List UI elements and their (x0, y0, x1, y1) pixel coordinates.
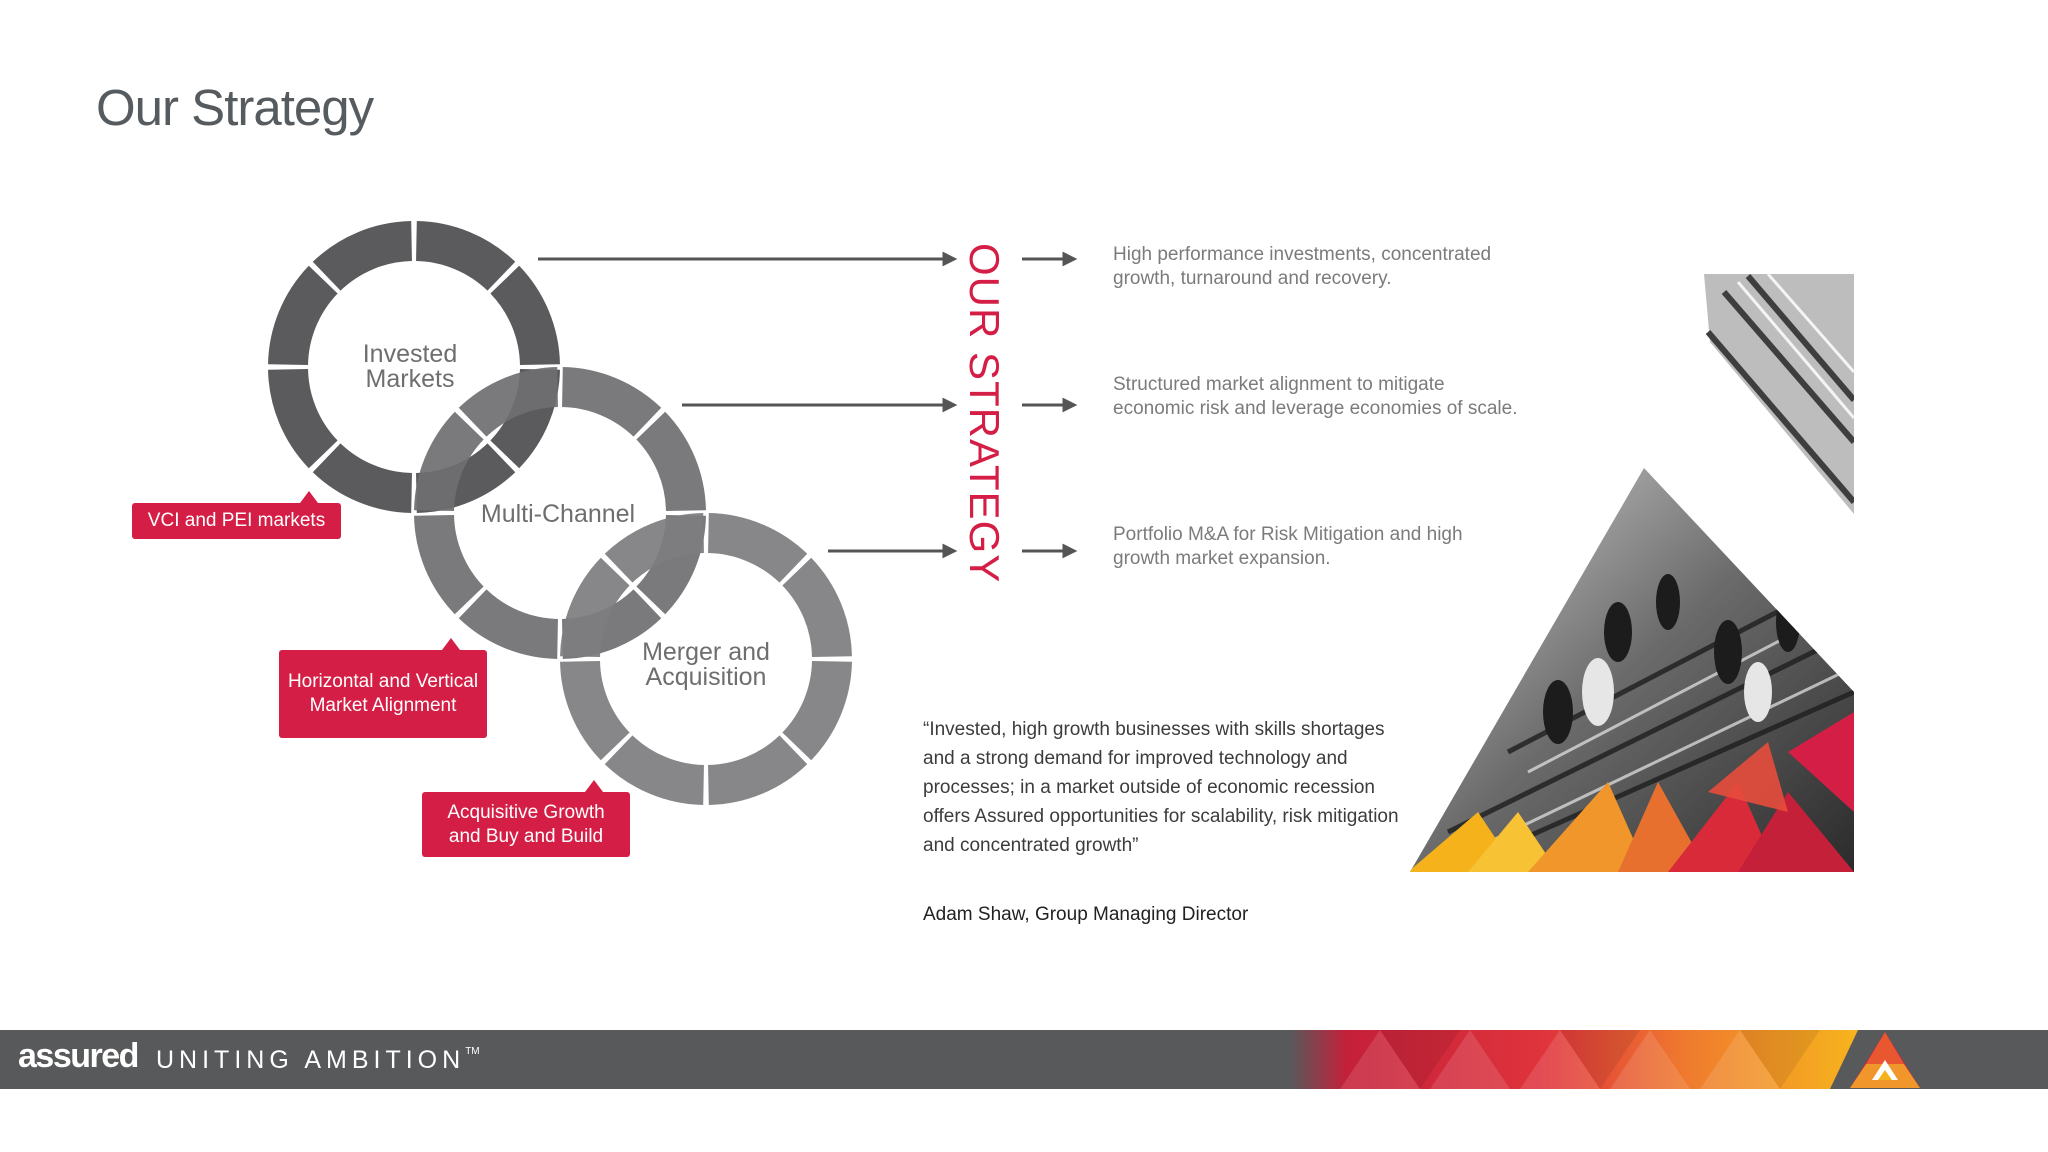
ring-segment (268, 266, 338, 365)
ring-segment (782, 661, 852, 760)
footer-bar (0, 1030, 2048, 1089)
circle-label-merger: Merger and (642, 638, 770, 666)
trademark-symbol: TM (465, 1046, 480, 1057)
callout-horizontal-vertical: Horizontal and Vertical Market Alignment (279, 650, 487, 738)
quote-text: “Invested, high growth businesses with skills shortages and a strong demand for improved technology and processes; in a market outside of economic recession offers Assured opportunities for scalability, risk mitigation and concentrated growth” (923, 719, 1399, 856)
ring-segment (782, 558, 852, 657)
circle-label-invested-markets: Invested (362, 340, 458, 368)
strategy-description-1: High performance investments, concentrated growth, turnaround and recovery. (1113, 244, 1492, 289)
assured-logo-icon (1848, 1030, 1922, 1090)
ring-segment (459, 589, 558, 659)
ring-segment (708, 735, 807, 805)
quote-author: Adam Shaw, Group Managing Director (923, 904, 1249, 925)
brand-tagline: UNITING AMBITION™ (156, 1046, 480, 1074)
brand-wordmark: assured (18, 1037, 138, 1075)
escalator-photo-image (1408, 272, 1854, 872)
ring-segment (490, 266, 560, 365)
page-title: Our Strategy (96, 79, 374, 136)
strategy-description-3: Portfolio M&A for Risk Mitigation and high growth market expansion. (1113, 524, 1463, 569)
circle-label-merger-line2: Acquisition (645, 663, 767, 691)
callout-acquisitive-growth: Acquisitive Growth and Buy and Build (422, 792, 630, 857)
ring-segment (268, 369, 338, 468)
ring-segment (562, 367, 661, 437)
ring-segment (636, 412, 706, 511)
vertical-heading: OUR STRATEGY (961, 243, 1008, 584)
ring-segment (414, 515, 484, 614)
ring-segment (313, 221, 412, 291)
ring-segment (416, 221, 515, 291)
ring-segment (560, 661, 630, 760)
callout-vci-pei-markets: VCI and PEI markets (132, 503, 341, 539)
circle-label-multi-channel: Multi-Channel (480, 500, 636, 528)
strategy-description-2: Structured market alignment to mitigate economic risk and leverage economies of scale. (1113, 374, 1518, 419)
circle-label-invested-markets-line2: Markets (365, 365, 455, 393)
ring-segment (708, 513, 807, 583)
